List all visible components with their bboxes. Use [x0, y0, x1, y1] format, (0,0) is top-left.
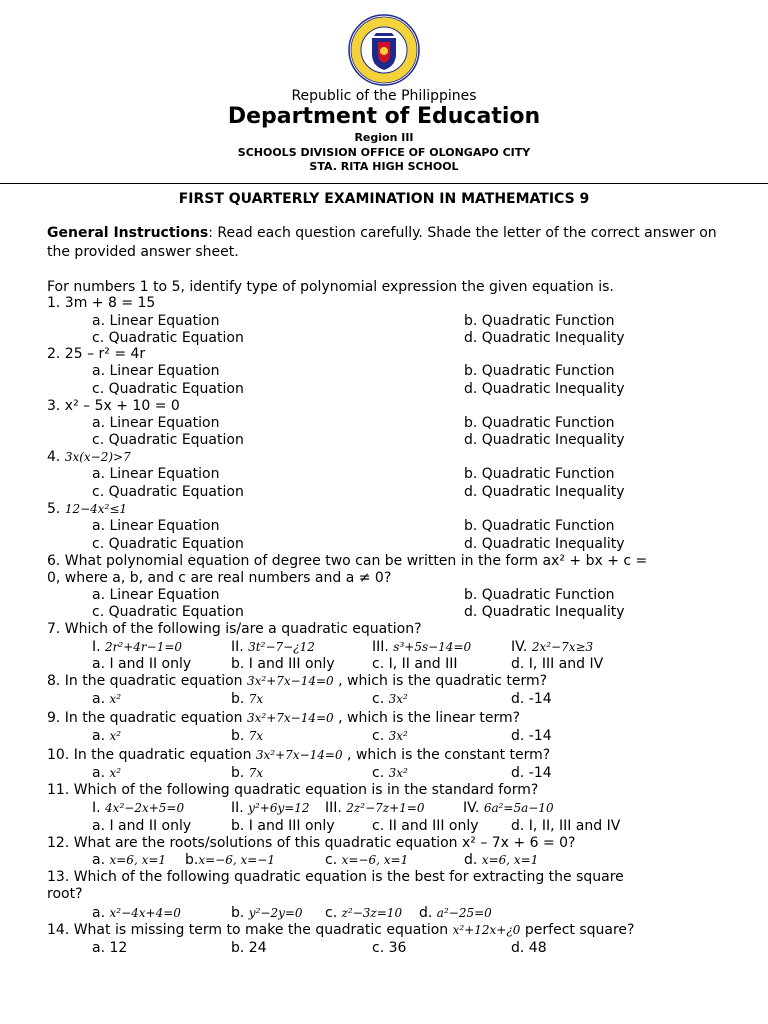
choice-c[interactable]: c. Quadratic Equation — [92, 484, 244, 500]
choice-c[interactable]: c. 36 — [372, 940, 407, 956]
direction-1-5: For numbers 1 to 5, identify type of polynomial expression the given equation is. — [47, 279, 614, 295]
choice-a[interactable]: a. Linear Equation — [92, 518, 220, 534]
choice-a[interactable]: a. x²−4x+4=0 — [92, 905, 181, 921]
choice-c[interactable]: c. Quadratic Equation — [92, 432, 244, 448]
math-expression: 3x²+7x−14=0 — [255, 748, 343, 762]
choice-row — [47, 818, 727, 835]
question-14 — [47, 922, 727, 939]
choice-a[interactable]: a. Linear Equation — [92, 587, 220, 603]
choice-b[interactable]: b. Quadratic Function — [464, 466, 615, 482]
question-text: 10. In the quadratic equation — [47, 747, 252, 763]
choice-b[interactable]: b. Quadratic Function — [464, 363, 615, 379]
item-i — [92, 800, 184, 817]
choice-row — [47, 518, 727, 535]
region-line: Region III — [354, 131, 414, 144]
deped-seal-icon — [348, 14, 420, 86]
question-13-line1: 13. Which of the following quadratic equation is the best for extracting the square — [47, 869, 624, 885]
choice-c[interactable]: c. Quadratic Equation — [92, 604, 244, 620]
choice-row — [47, 313, 727, 330]
choice-row — [47, 381, 727, 398]
choice-row — [47, 466, 727, 483]
item-ii — [231, 800, 310, 817]
item-label: III. — [372, 639, 389, 655]
question-text: perfect square? — [524, 922, 635, 938]
question-number: 5. — [47, 501, 61, 517]
header-divider — [0, 183, 768, 184]
choice-b[interactable]: b. y²−2y=0 — [231, 905, 303, 921]
choice-d[interactable]: d. a²−25=0 — [419, 905, 492, 921]
department-title: Department of Education — [227, 104, 541, 129]
math-expression: s³+5s−14=0 — [393, 640, 472, 654]
choice-c[interactable]: c. I, II and III — [372, 656, 458, 672]
choice-a[interactable]: a. Linear Equation — [92, 466, 220, 482]
choice-d[interactable]: d. Quadratic Inequality — [464, 536, 625, 552]
choice-d[interactable]: d. I, III and IV — [511, 656, 604, 672]
item-label: I. — [92, 800, 101, 816]
question-text: 14. What is missing term to make the quadratic equation — [47, 922, 449, 938]
math-expression: 2r²+4r−1=0 — [105, 640, 183, 654]
choice-a[interactable]: a. Linear Equation — [92, 313, 220, 329]
question-text: 8. In the quadratic equation — [47, 673, 243, 689]
choice-d[interactable]: d. I, II, III and IV — [511, 818, 621, 834]
choice-a[interactable]: a. x² — [92, 691, 122, 707]
roman-items-row — [47, 800, 727, 817]
question-5 — [47, 501, 727, 518]
choice-b[interactable]: b. Quadratic Function — [464, 313, 615, 329]
choice-a[interactable]: a. x² — [92, 765, 122, 781]
school-line: STA. RITA HIGH SCHOOL — [309, 160, 459, 173]
choice-a[interactable]: a. Linear Equation — [92, 363, 220, 379]
question-4 — [47, 449, 727, 466]
math-expression: 3x²+7x−14=0 — [247, 674, 334, 688]
choice-c[interactable]: c. Quadratic Equation — [92, 330, 244, 346]
choice-d[interactable]: d. -14 — [511, 728, 552, 744]
math-expression: 3x(x−2)>7 — [64, 450, 131, 464]
choice-row — [47, 691, 727, 708]
item-label: II. — [231, 639, 244, 655]
choice-a[interactable]: a. I and II only — [92, 818, 192, 834]
choice-c[interactable]: c. 3x² — [372, 728, 408, 744]
question-11: 11. Which of the following quadratic equation is in the standard form? — [47, 782, 539, 798]
math-expression: 12−4x²≤1 — [64, 502, 128, 516]
choice-d[interactable]: d. -14 — [511, 765, 552, 781]
item-label: IV. — [511, 639, 528, 655]
republic-line: Republic of the Philippines — [291, 88, 477, 104]
choice-row — [47, 604, 727, 621]
math-expression: 2x²−7x≥3 — [531, 640, 594, 654]
choice-row — [47, 656, 727, 673]
question-3: 3. x² – 5x + 10 = 0 — [47, 398, 180, 414]
question-9 — [47, 710, 727, 727]
question-1: 1. 3m + 8 = 15 — [47, 295, 156, 311]
choice-row — [47, 484, 727, 501]
choice-b[interactable]: b. Quadratic Function — [464, 587, 615, 603]
choice-b[interactable]: b. 24 — [231, 940, 267, 956]
choice-d[interactable]: d. Quadratic Inequality — [464, 432, 625, 448]
item-label: III. — [325, 800, 342, 816]
choice-d[interactable]: d. x=6, x=1 — [464, 852, 539, 868]
choice-a[interactable]: a. x² — [92, 728, 122, 744]
question-6-line2: 0, where a, b, and c are real numbers and a ≠ 0? — [47, 570, 392, 586]
choice-a[interactable]: a. I and II only — [92, 656, 192, 672]
math-expression: 6a²=5a−10 — [483, 801, 554, 815]
item-label: I. — [92, 639, 101, 655]
roman-items-row — [47, 639, 727, 656]
question-12: 12. What are the roots/solutions of this quadratic equation x² – 7x + 6 = 0? — [47, 835, 576, 851]
choice-row — [47, 432, 727, 449]
choice-row — [47, 765, 727, 782]
instructions-text: : Read each question carefully. Shade the letter of the correct answer on the provided answer sheet. — [47, 225, 717, 260]
item-iii — [325, 800, 424, 817]
choice-c[interactable]: c. Quadratic Equation — [92, 536, 244, 552]
item-ii — [231, 639, 315, 656]
choice-a[interactable]: a. 12 — [92, 940, 128, 956]
choice-row — [47, 940, 727, 957]
choice-b[interactable]: b. 7x — [231, 765, 264, 781]
question-text: , which is the quadratic term? — [338, 673, 548, 689]
choice-c[interactable]: c. x=−6, x=1 — [325, 852, 409, 868]
question-10 — [47, 747, 727, 764]
item-label: IV. — [463, 800, 480, 816]
choice-row — [47, 363, 727, 380]
instructions-label: General Instructions — [47, 225, 209, 241]
question-number: 4. — [47, 449, 61, 465]
math-expression: 3t²−7−¿12 — [248, 640, 315, 654]
question-8 — [47, 673, 727, 690]
math-expression: 3x²+7x−14=0 — [247, 711, 334, 725]
question-6-line1: 6. What polynomial equation of degree two can be written in the form ax² + bx + c = — [47, 553, 648, 569]
choice-c[interactable]: c. 3x² — [372, 691, 408, 707]
item-iv — [511, 639, 593, 656]
choice-a[interactable]: a. Linear Equation — [92, 415, 220, 431]
choice-row — [47, 905, 727, 922]
general-instructions — [47, 224, 727, 262]
choice-d[interactable]: d. Quadratic Inequality — [464, 604, 625, 620]
choice-row — [47, 415, 727, 432]
question-2: 2. 25 – r² = 4r — [47, 346, 146, 362]
choice-b[interactable]: b. Quadratic Function — [464, 415, 615, 431]
math-expression: 4x²−2x+5=0 — [105, 801, 185, 815]
choice-c[interactable]: c. II and III only — [372, 818, 479, 834]
choice-b[interactable]: b.x=−6, x=−1 — [185, 852, 275, 868]
choice-d[interactable]: d. Quadratic Inequality — [464, 330, 625, 346]
choice-d[interactable]: d. -14 — [511, 691, 552, 707]
division-line: SCHOOLS DIVISION OFFICE OF OLONGAPO CITY — [237, 146, 531, 159]
question-text: , which is the linear term? — [338, 710, 521, 726]
item-label: II. — [231, 800, 244, 816]
choice-d[interactable]: d. Quadratic Inequality — [464, 381, 625, 397]
math-expression: x²+12x+¿0 — [452, 923, 521, 937]
choice-b[interactable]: b. 7x — [231, 691, 264, 707]
choice-c[interactable]: c. 3x² — [372, 765, 408, 781]
choice-row — [47, 852, 727, 869]
choice-d[interactable]: d. Quadratic Inequality — [464, 484, 625, 500]
choice-b[interactable]: b. Quadratic Function — [464, 518, 615, 534]
choice-b[interactable]: b. 7x — [231, 728, 264, 744]
choice-b[interactable]: b. I and III only — [231, 818, 335, 834]
choice-row — [47, 587, 727, 604]
exam-title: FIRST QUARTERLY EXAMINATION IN MATHEMATICS 9 — [178, 191, 590, 207]
math-expression: 2z²−7z+1=0 — [346, 801, 425, 815]
choice-c[interactable]: c. z²−3z=10 — [325, 905, 403, 921]
question-7: 7. Which of the following is/are a quadratic equation? — [47, 621, 422, 637]
item-iv — [463, 800, 554, 817]
choice-row — [47, 728, 727, 745]
choice-row — [47, 330, 727, 347]
item-iii — [372, 639, 471, 656]
item-i — [92, 639, 182, 656]
choice-row — [47, 536, 727, 553]
choice-d[interactable]: d. 48 — [511, 940, 547, 956]
question-text: 9. In the quadratic equation — [47, 710, 243, 726]
question-13-line2: root? — [47, 886, 83, 902]
question-text: , which is the constant term? — [347, 747, 551, 763]
choice-a[interactable]: a. x=6, x=1 — [92, 852, 167, 868]
choice-b[interactable]: b. I and III only — [231, 656, 335, 672]
choice-c[interactable]: c. Quadratic Equation — [92, 381, 244, 397]
math-expression: y²+6y=12 — [248, 801, 310, 815]
